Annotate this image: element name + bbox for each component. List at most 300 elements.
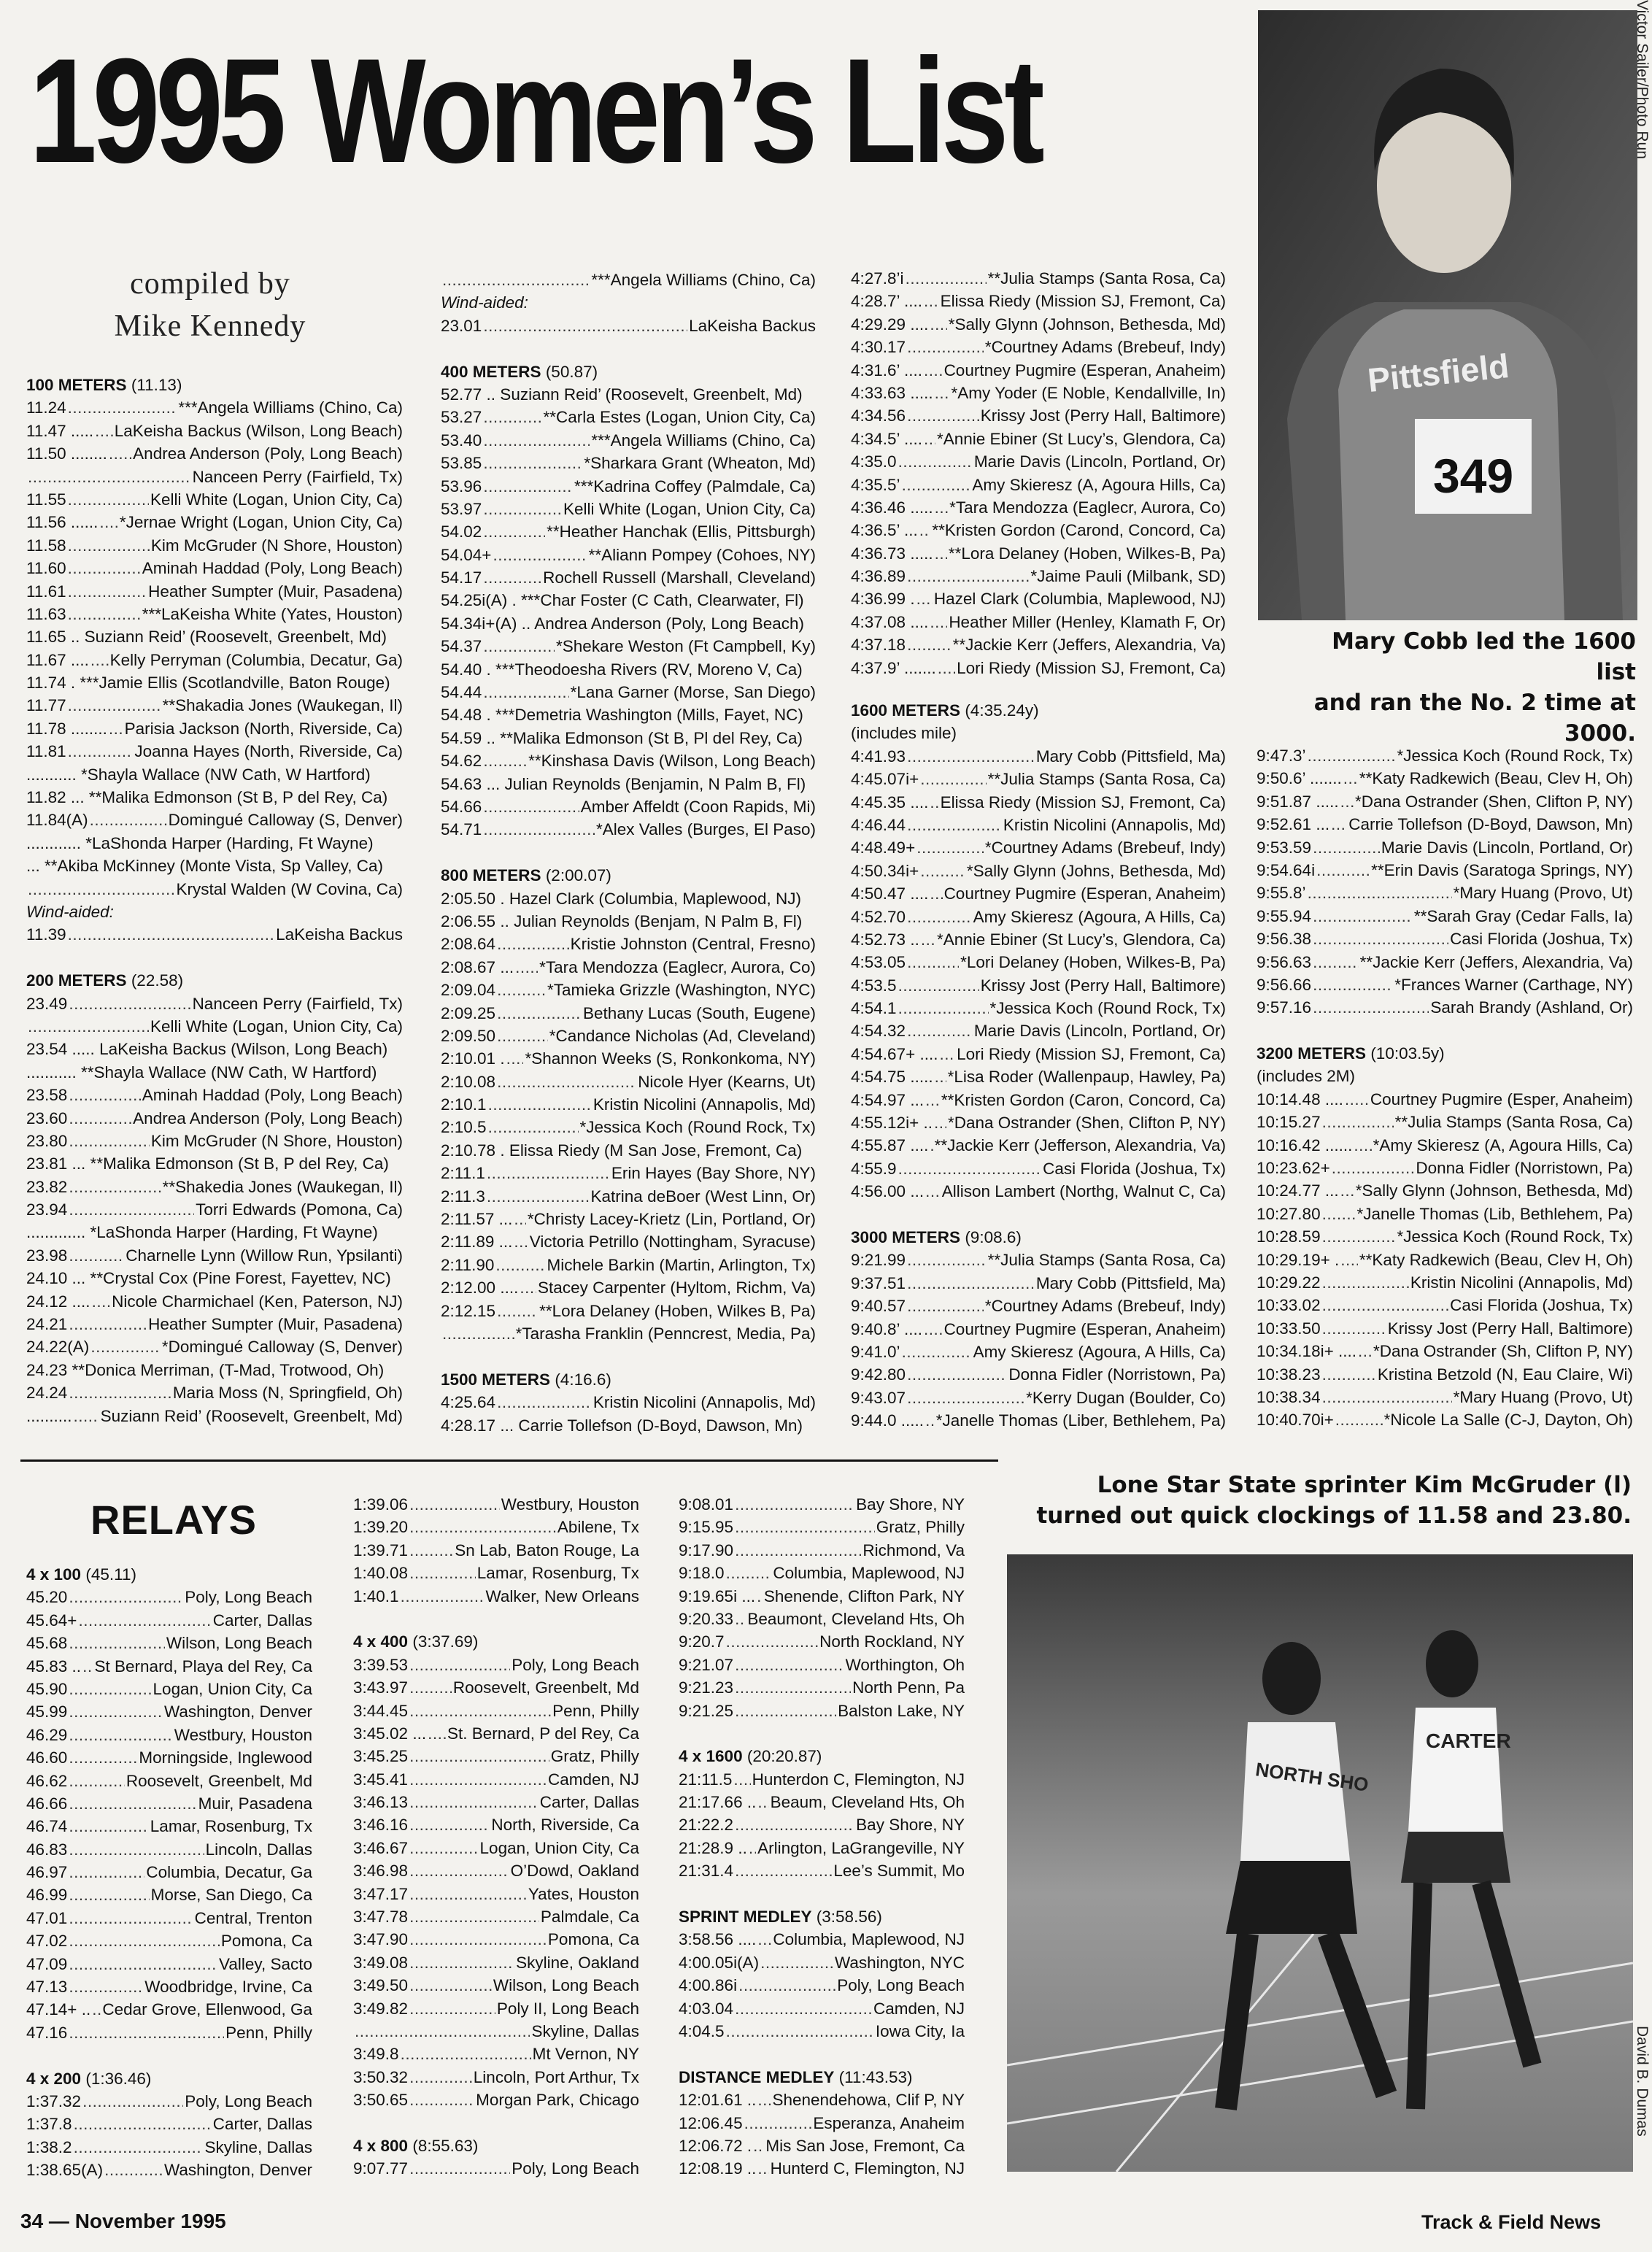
list-entry	[26, 717, 403, 740]
entry-athlete: *Jessica Koch (Round Rock, Tx)	[579, 1118, 816, 1137]
entry-athlete: *Janelle Thomas (Lib, Bethlehem, Pa)	[1356, 1204, 1633, 1223]
dot-leader	[82, 1655, 93, 1678]
entry-mark: 4:34.56	[851, 406, 906, 425]
entry-athlete: Marie Davis (Lincoln, Portland, Or)	[1381, 838, 1633, 857]
entry-athlete: **Lora Delaney (Hoben, Wilkes B, Pa)	[539, 1301, 816, 1320]
dot-leader	[907, 745, 1035, 768]
entry-mark: 54.44	[441, 683, 482, 702]
entry-mark: 53.40	[441, 431, 482, 450]
entry-athlete: Aminah Haddad (Poly, Long Beach)	[142, 1086, 403, 1105]
entry-mark: 9:47.3’	[1257, 747, 1306, 765]
list-entry	[353, 1654, 639, 1676]
entry-mark: 4:53.05	[851, 953, 906, 972]
entry-mark: 4:55.87 ....	[851, 1136, 929, 1155]
entry-athlete: *Tara Mendozza (Eaglecr, Aurora, Co)	[539, 957, 816, 976]
dot-leader	[68, 534, 150, 557]
dot-leader	[924, 359, 943, 382]
entry-athlete: Elissa Riedy (Mission SJ, Fremont, Ca)	[940, 793, 1226, 811]
dot-leader	[68, 694, 161, 717]
entry-athlete: Bay Shore, NY	[856, 1816, 965, 1835]
entry-mark: 9:20.33	[679, 1609, 734, 1628]
entry-athlete: Abilene, Tx	[557, 1518, 639, 1537]
entry-athlete: Torri Edwards (Pomona, Ca)	[196, 1200, 403, 1219]
list-entry	[353, 1516, 639, 1538]
list-entry	[441, 1230, 816, 1253]
entry-athlete: Amy Skieresz (Agoura, A Hills, Ca)	[973, 907, 1226, 926]
list-entry: 54.48 . ***Demetria Washington (Mills, Fayet, NC)	[441, 706, 803, 725]
list-entry	[26, 1381, 403, 1404]
entry-athlete: Kim McGruder (N Shore, Houston)	[150, 1131, 403, 1150]
list-entry	[441, 315, 816, 337]
entry-mark: 4:35.5’	[851, 475, 900, 494]
event-heading	[26, 2067, 312, 2090]
dot-leader	[409, 2157, 510, 2180]
event-name: 800 METERS	[441, 866, 541, 885]
entry-mark: 23.49	[26, 994, 68, 1013]
event-heading	[679, 2066, 965, 2089]
entry-mark: 54.04+	[441, 545, 492, 564]
entry-mark: 2:10.1	[441, 1095, 487, 1114]
dot-leader	[69, 2021, 224, 2044]
entry-athlete: Shenendehowa, Clif P, NY	[772, 2091, 965, 2110]
photo-mary-cobb-image	[1258, 10, 1637, 620]
entry-mark: 10:29.19+ .	[1257, 1250, 1340, 1269]
entry-athlete: Amy Skieresz (A, Agoura Hills, Ca)	[972, 475, 1226, 494]
entry-mark: 1:39.71	[353, 1540, 409, 1559]
list-entry	[26, 1724, 312, 1746]
dot-leader	[906, 267, 987, 290]
entry-athlete: Lee’s Summit, Mo	[833, 1862, 965, 1881]
dot-leader	[69, 1084, 140, 1106]
dot-leader	[925, 1409, 935, 1432]
entry-mark: 2:11.3	[441, 1187, 485, 1206]
list-entry	[26, 878, 403, 901]
event-name: 100 METERS	[26, 376, 127, 394]
entry-mark: 3:45.02 ...	[353, 1724, 427, 1743]
entry-mark: 45.83 ..	[26, 1657, 82, 1675]
entry-athlete: Mis San Jose, Fremont, Ca	[765, 2136, 965, 2155]
entry-mark: 4:35.0	[851, 452, 897, 471]
entry-athlete: **Katy Radkewich (Beau, Clev H, Oh)	[1359, 769, 1633, 788]
entry-athlete: Michele Barkin (Martin, Arlington, Tx)	[547, 1255, 816, 1274]
photo-mary-cobb	[1258, 10, 1637, 620]
dot-leader	[930, 882, 942, 905]
caption-bottom-line-1: Lone Star State sprinter Kim McGruder (l)	[1097, 1472, 1632, 1498]
event-name: DISTANCE MEDLEY	[679, 2067, 835, 2086]
list-entry	[26, 1815, 312, 1838]
list-entry	[441, 1185, 816, 1208]
list-entry	[851, 1019, 1226, 1042]
dot-leader	[483, 429, 590, 452]
event-record: (1:36.46)	[81, 2069, 152, 2088]
entry-mark: 9:37.51	[851, 1273, 906, 1292]
event-name: 4 x 1600	[679, 1747, 743, 1766]
entry-mark: 46.74	[26, 1817, 68, 1836]
entry-athlete: *Tarasha Franklin (Penncrest, Media, Pa)	[515, 1324, 816, 1343]
relays-heading: RELAYS	[90, 1497, 258, 1543]
dot-leader	[497, 1025, 548, 1047]
event-name: 1500 METERS	[441, 1370, 551, 1389]
caption-bottom-line-2: turned out quick clockings of 11.58 and 23.80.	[1036, 1503, 1632, 1529]
list-entry	[679, 1859, 965, 1882]
dot-leader	[506, 1047, 524, 1070]
list-entry: 2:05.50 . Hazel Clark (Columbia, Maplewood, NJ)	[441, 889, 801, 908]
dot-leader	[515, 956, 538, 979]
list-entry	[851, 336, 1226, 358]
list-entry	[26, 1586, 312, 1608]
event-record: (45.11)	[81, 1565, 136, 1584]
list-entry	[353, 1859, 639, 1882]
event-heading	[1257, 1042, 1633, 1065]
entry-athlete: *Sally Glynn (Johnson, Bethesda, Md)	[1355, 1181, 1633, 1200]
entry-athlete: Kelly Perryman (Columbia, Decatur, Ga)	[109, 650, 403, 669]
dot-leader	[735, 1700, 836, 1722]
dot-leader	[409, 1837, 478, 1859]
entry-athlete: North Rockland, NY	[819, 1632, 965, 1651]
spacer	[353, 2112, 639, 2135]
dot-leader	[409, 1768, 547, 1791]
dot-leader	[90, 1335, 161, 1358]
list-entry	[1257, 928, 1633, 950]
entry-mark: 9:52.61 ...	[1257, 815, 1330, 834]
dot-leader	[74, 1405, 99, 1427]
dot-leader	[69, 1586, 183, 1608]
event-name: SPRINT MEDLEY	[679, 1908, 812, 1927]
list-entry	[1257, 1249, 1633, 1271]
entry-mark: 10:33.50	[1257, 1319, 1321, 1338]
event-record: (3:58.56)	[811, 1908, 882, 1927]
list-entry	[26, 1678, 312, 1700]
entry-athlete: Lori Riedy (Mission SJ, Fremont, Ca)	[957, 1044, 1226, 1063]
event-name: 4 x 400	[353, 1632, 409, 1651]
dot-leader	[735, 1608, 746, 1630]
dot-leader	[1313, 928, 1448, 950]
entry-athlete: Camden, NJ	[547, 1770, 639, 1789]
entry-athlete: **Shakadia Jones (Waukegan, Il)	[162, 696, 403, 715]
list-entry	[441, 475, 816, 498]
spacer	[441, 337, 816, 360]
dot-leader	[1322, 1294, 1448, 1316]
dot-leader	[1340, 1249, 1358, 1271]
dot-leader	[68, 488, 149, 511]
list-entry	[26, 603, 403, 625]
entry-mark: 3:47.78	[353, 1908, 409, 1927]
event-name: 4 x 800	[353, 2136, 409, 2155]
dot-leader	[428, 1722, 446, 1745]
entry-mark: 45.20	[26, 1588, 68, 1607]
entry-athlete: Richmond, Va	[862, 1540, 965, 1559]
column-4	[1257, 744, 1633, 1432]
dot-leader	[409, 1745, 549, 1767]
dot-leader	[442, 269, 590, 291]
list-entry	[441, 1093, 816, 1116]
list-entry	[26, 1198, 403, 1221]
list-entry	[679, 2112, 965, 2135]
dot-leader	[28, 466, 191, 488]
entry-athlete: Gratz, Philly	[876, 1518, 965, 1537]
list-entry	[441, 520, 816, 543]
list-entry: 2:06.55 .. Julian Reynolds (Benjam, N Palm B, Fl)	[441, 911, 803, 930]
list-entry	[851, 745, 1226, 768]
entry-athlete: Lamar, Rosenburg, Tx	[476, 1564, 639, 1583]
entry-mark: 3:50.65	[353, 2091, 409, 2110]
dot-leader	[69, 992, 190, 1015]
list-entry	[851, 928, 1226, 951]
entry-mark: 4:36.99 .	[851, 590, 915, 609]
list-entry	[441, 795, 816, 818]
list-entry	[679, 1585, 965, 1608]
event-name: 3200 METERS	[1257, 1044, 1367, 1063]
list-entry: 23.81 ... **Malika Edmonson (St B, P del Rey, Ca)	[26, 1154, 389, 1173]
entry-athlete: Gratz, Philly	[550, 1747, 639, 1766]
entry-athlete: North Penn, Pa	[852, 1678, 965, 1697]
entry-athlete: *Jaime Pauli (Milbank, SD)	[1030, 567, 1226, 586]
list-entry	[353, 1562, 639, 1584]
dot-leader	[1313, 836, 1380, 859]
entry-athlete: **Sarah Gray (Cedar Falls, Ia)	[1413, 906, 1633, 925]
dot-leader	[735, 1516, 875, 1538]
list-entry	[679, 1516, 965, 1538]
dot-leader	[69, 1107, 131, 1130]
spacer	[26, 946, 403, 969]
list-entry	[851, 1065, 1226, 1088]
dot-leader	[69, 1953, 217, 1975]
list-entry	[441, 269, 816, 291]
list-entry	[26, 1929, 312, 1952]
entry-mark: 21:17.66 ..	[679, 1793, 757, 1812]
jersey-text: Pittsfield	[1365, 346, 1511, 400]
dot-leader	[907, 1387, 1024, 1409]
entry-athlete: *Dana Ostrander (Shen, Clifton P, NY)	[947, 1114, 1226, 1133]
list-entry: 11.74 . ***Jamie Ellis (Scotlandville, Baton Rouge)	[26, 674, 390, 693]
list-entry	[851, 1157, 1226, 1180]
dot-leader	[907, 1363, 1007, 1386]
entry-mark: 4:03.04	[679, 1999, 734, 2018]
list-entry	[1257, 1271, 1633, 1294]
event-record: (22.58)	[126, 971, 184, 990]
list-entry	[851, 1180, 1226, 1203]
entry-athlete: Kristie Johnston (Central, Fresno)	[570, 935, 816, 954]
entry-athlete: Casi Florida (Joshua, Tx)	[1450, 1296, 1633, 1315]
entry-mark: 1:37.8	[26, 2115, 72, 2134]
entry-mark: 23.80	[26, 1131, 68, 1150]
list-entry	[353, 1768, 639, 1791]
list-entry	[851, 836, 1226, 859]
dot-leader	[90, 649, 109, 671]
entry-athlete: Kristin Nicolini (Annapolis, Md)	[1410, 1273, 1633, 1292]
dot-leader	[409, 1539, 453, 1562]
entry-athlete: *Courtney Adams (Brebeuf, Indy)	[984, 1297, 1226, 1316]
list-entry	[26, 511, 403, 533]
list-entry	[353, 2066, 639, 2089]
list-entry: 24.23 **Donica Merriman, (T-Mad, Trotwood, Oh)	[26, 1360, 385, 1379]
dot-leader	[495, 1254, 545, 1276]
dot-leader	[409, 1562, 476, 1584]
list-entry	[679, 1837, 965, 1859]
entry-athlete: LaKeisha Backus	[276, 925, 403, 944]
dot-leader	[753, 2135, 764, 2157]
entry-athlete: Aminah Haddad (Poly, Long Beach)	[142, 559, 403, 578]
dot-leader	[74, 2136, 204, 2159]
event-heading	[441, 1368, 816, 1391]
list-entry	[851, 1272, 1226, 1295]
byline-line-2: Mike Kennedy	[114, 309, 306, 343]
list-entry	[851, 496, 1226, 519]
dot-leader	[726, 1630, 819, 1653]
entry-athlete: Andrea Anderson (Poly, Long Beach)	[133, 1108, 403, 1127]
list-entry	[679, 1768, 965, 1791]
entry-mark: 3:49.8	[353, 2045, 399, 2064]
dot-leader	[1354, 1134, 1371, 1157]
entry-mark: 10:16.42 ......	[1257, 1135, 1353, 1154]
entry-mark: 4:50.47 ....	[851, 884, 929, 903]
entry-mark: 46.60	[26, 1748, 68, 1767]
list-entry	[26, 2090, 312, 2113]
list-entry: ........... *Shayla Wallace (NW Cath, W Hartford)	[26, 765, 371, 784]
entry-athlete: *Lisa Roder (Wallenpaup, Hawley, Pa)	[947, 1068, 1226, 1087]
entry-mark: 54.17	[441, 568, 482, 587]
dot-leader	[409, 1951, 514, 1974]
dot-leader	[757, 1585, 763, 1608]
dot-leader	[1322, 1363, 1376, 1386]
entry-athlete: **Julia Stamps (Santa Rosa, Ca)	[987, 770, 1226, 789]
list-entry	[851, 1249, 1226, 1271]
entry-mark: 2:12.15	[441, 1301, 496, 1320]
entry-athlete: Walker, New Orleans	[485, 1586, 639, 1605]
list-entry	[851, 519, 1226, 541]
list-entry	[441, 1116, 816, 1138]
list-entry	[851, 1043, 1226, 1065]
entry-mark: 3:49.50	[353, 1976, 409, 1995]
entry-mark: 11.24	[26, 398, 66, 417]
entry-athlete: Courtney Pugmire (Esperan, Anaheim)	[943, 1319, 1226, 1338]
entry-athlete: Penn, Philly	[225, 2023, 312, 2042]
list-entry: 11.65 .. Suziann Reid’ (Roosevelt, Greenbelt, Md)	[26, 628, 387, 647]
relays-column-2	[353, 1493, 639, 2180]
list-entry	[1257, 744, 1633, 767]
list-entry	[26, 809, 403, 831]
entry-athlete: **Katy Radkewich (Beau, Clev H, Oh)	[1359, 1250, 1633, 1269]
dot-leader	[1322, 1111, 1394, 1133]
entry-athlete: Courtney Pugmire (Esperan, Anaheim)	[943, 884, 1226, 903]
jersey-text-left: NORTH SHO	[1254, 1758, 1370, 1796]
dot-leader	[483, 406, 541, 428]
entry-athlete: Nicole Hyer (Kearns, Ut)	[638, 1072, 816, 1091]
entry-athlete: Westbury, Houston	[501, 1495, 639, 1513]
list-entry	[26, 1953, 312, 1975]
entry-mark: 10:23.62+	[1257, 1159, 1330, 1178]
entry-mark: 4:46.44	[851, 815, 906, 834]
list-entry: 54.63 ... Julian Reynolds (Benjamin, N Palm B, Fl)	[441, 774, 806, 793]
dot-leader	[68, 740, 134, 763]
entry-mark: 4:52.73 ..	[851, 930, 919, 949]
entry-athlete: Wilson, Long Beach	[493, 1976, 639, 1995]
dot-leader	[69, 1130, 150, 1152]
entry-mark: 3:46.98	[353, 1862, 409, 1881]
list-entry	[26, 534, 403, 557]
list-entry	[1257, 1294, 1633, 1316]
entry-athlete: Morgan Park, Chicago	[476, 2091, 639, 2110]
list-entry	[679, 1791, 965, 1813]
event-note: (includes mile)	[851, 724, 957, 743]
dot-leader	[68, 923, 275, 946]
dot-leader	[99, 511, 118, 533]
photo-credit-top: Victor Sailer/Photo Run	[1634, 0, 1651, 159]
entry-athlete: Heather Sumpter (Muir, Pasadena)	[148, 582, 403, 601]
entry-mark: 46.83	[26, 1840, 68, 1859]
dot-leader	[69, 1313, 147, 1335]
list-entry	[679, 1676, 965, 1699]
entry-mark: 47.01	[26, 1908, 68, 1927]
dot-leader	[92, 1290, 111, 1313]
entry-athlete: Amy Skieresz (Agoura, A Hills, Ca)	[973, 1342, 1226, 1361]
entry-athlete: Nanceen Perry (Fairfield, Tx)	[192, 467, 403, 486]
entry-mark: 2:08.67 ...	[441, 957, 514, 976]
dot-leader	[924, 428, 935, 450]
list-entry	[353, 1883, 639, 1905]
dot-leader	[68, 580, 147, 603]
list-entry	[353, 1539, 639, 1562]
dot-leader	[497, 979, 546, 1001]
list-entry	[26, 580, 403, 603]
photo-credit-bottom: David B. Dumas	[1634, 2026, 1651, 2137]
entry-mark: 4:27.8’i	[851, 269, 904, 288]
caption-mary-cobb	[1286, 626, 1636, 749]
entry-athlete: Courtney Pugmire (Esper, Anaheim)	[1370, 1090, 1633, 1108]
entry-athlete: Carter, Dallas	[212, 2115, 312, 2134]
entry-mark: 4:36.5’ ...	[851, 521, 918, 540]
list-entry	[851, 474, 1226, 496]
entry-athlete: Washington, Denver	[163, 2161, 312, 2180]
entry-mark: 47.13	[26, 1978, 68, 1997]
dot-leader	[483, 452, 582, 474]
list-entry	[26, 1244, 403, 1267]
entry-mark: 2:12.00 ....	[441, 1279, 519, 1297]
dot-leader	[409, 1883, 527, 1905]
dot-leader	[69, 1198, 194, 1221]
entry-mark: 3:43.97	[353, 1678, 409, 1697]
entry-athlete: LaKeisha Backus	[689, 316, 816, 335]
dot-leader	[930, 791, 938, 814]
entry-mark: 11.61	[26, 582, 66, 601]
dot-leader	[907, 1272, 1035, 1295]
entry-athlete: ***Kadrina Coffey (Palmdale, Ca)	[574, 477, 816, 495]
jersey-text-right: CARTER	[1426, 1730, 1511, 1752]
entry-athlete: **Lora Delaney (Hoben, Wilkes-B, Pa)	[948, 544, 1226, 563]
dot-leader	[919, 519, 931, 541]
spacer	[441, 841, 816, 864]
list-entry	[1257, 1134, 1633, 1157]
list-entry	[1257, 790, 1633, 813]
entry-mark: 4:37.08 ....	[851, 612, 929, 631]
entry-athlete: *Dana Ostrander (Sh, Clifton P, NY)	[1373, 1342, 1633, 1361]
relays-column-1	[26, 1563, 312, 2182]
list-entry	[26, 992, 403, 1015]
list-entry	[1257, 905, 1633, 928]
list-entry	[441, 979, 816, 1001]
entry-mark: 9:21.25	[679, 1701, 734, 1720]
dot-leader	[935, 1065, 946, 1088]
entry-athlete: Kristin Nicolini (Annapolis, Md)	[593, 1393, 816, 1412]
dot-leader	[69, 1678, 151, 1700]
event-record: (11:43.53)	[834, 2067, 913, 2086]
dot-leader	[934, 1111, 946, 1134]
entry-athlete: Krissy Jost (Perry Hall, Baltimore)	[980, 976, 1226, 995]
entry-mark: 11.63	[26, 604, 66, 623]
dot-leader	[1308, 882, 1452, 904]
dot-leader	[497, 1071, 636, 1093]
entry-athlete: Columbia, Maplewood, NJ	[773, 1930, 965, 1949]
